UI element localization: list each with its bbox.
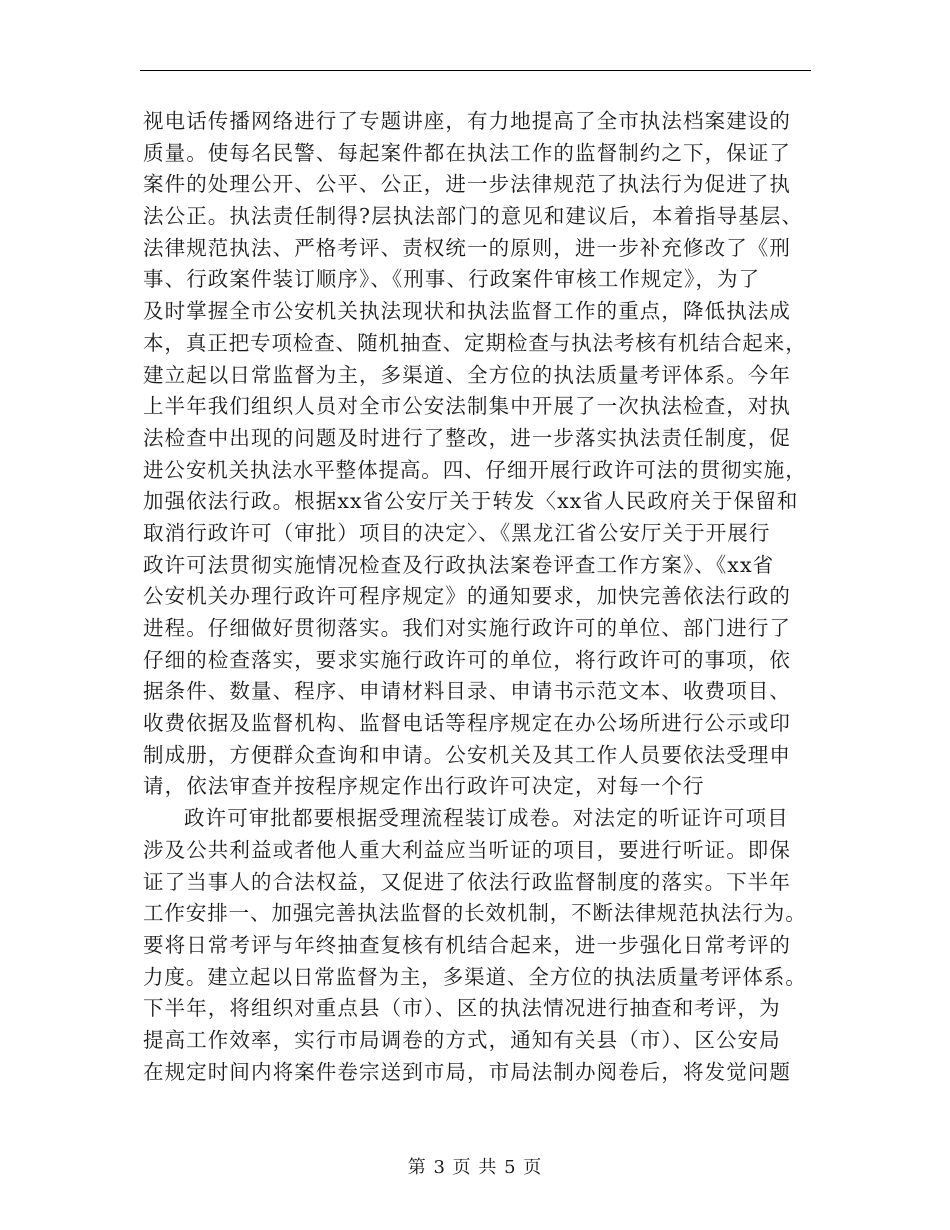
text-line: 法律规范执法、严格考评、责权统一的原则，进一步补充修改了《刑 [143,235,791,260]
text-line: 涉及公共利益或者他人重大利益应当听证的项目，要进行听证。即保 [143,837,791,862]
text-line: 力度。建立起以日常监督为主，多渠道、全方位的执法质量考评体系。 [143,964,807,989]
text-line: 事、行政案件装订顺序》、《刑事、行政案件审核工作规定》，为了 [143,267,761,292]
text-line: 政许可法贯彻实施情况检查及行政执法案卷评查工作方案》、《xx省 [143,552,775,577]
text-line: 在规定时间内将案件卷宗送到市局，市局法制办阅卷后，将发觉问题 [143,1059,791,1084]
text-line: 工作安排一、加强完善执法监督的长效机制，不断法律规范执法行为。 [143,901,807,926]
text-line: 案件的处理公开、公平、公正，进一步法律规范了执法行为促进了执 [143,172,791,197]
text-line: 据条件、数量、程序、申请材料目录、申请书示范文本、收费项目、 [143,679,791,704]
body-text [143,106,807,1088]
text-line: 进公安机关执法水平整体提高。四、仔细开展行政许可法的贯彻实施， [143,457,807,482]
text-line: 本，真正把专项检查、随机抽查、定期检查与执法考核有机结合起来， [143,330,807,355]
text-line: 视电话传播网络进行了专题讲座，有力地提高了全市执法档案建设的 [143,109,791,133]
text-line: 收费依据及监督机构、监督电话等程序规定在办公场所进行公示或印 [143,711,791,736]
text-line: 下半年，将组织对重点县（市）、区的执法情况进行抽查和考评，为 [143,996,781,1021]
text-line: 加强依法行政。根据xx省公安厅关于转发〈xx省人民政府关于保留和 [143,489,799,514]
text-line: 及时掌握全市公安机关执法现状和执法监督工作的重点，降低执法成 [143,299,791,324]
text-line: 提高工作效率，实行市局调卷的方式，通知有关县（市）、区公安局 [143,1027,781,1052]
page-number-footer: 第 3 页 共 5 页 [407,1157,543,1178]
text-line: 仔细的检查落实，要求实施行政许可的单位，将行政许可的事项，依 [143,647,791,672]
text-line: 政许可审批都要根据受理流程装订成卷。对法定的听证许可项目 [184,806,789,831]
text-line: 法检查中出现的问题及时进行了整改，进一步落实执法责任制度，促 [143,425,791,450]
text-line: 证了当事人的合法权益，又促进了依法行政监督制度的落实。下半年 [143,869,791,894]
text-line: 建立起以日常监督为主，多渠道、全方位的执法质量考评体系。今年 [143,362,791,387]
text-line: 进程。仔细做好贯彻落实。我们对实施行政许可的单位、部门进行了 [143,616,791,640]
text-line: 法公正。执法责任制得?层执法部门的意见和建议后，本着指导基层、 [143,204,804,229]
text-line: 上半年我们组织人员对全市公安法制集中开展了一次执法检查，对执 [143,394,791,419]
text-line: 要将日常考评与年终抽查复核有机结合起来，进一步强化日常考评的 [143,932,791,957]
text-line: 取消行政许可（审批）项目的决定〉、《黑龙江省公安厅关于开展行 [143,520,771,545]
text-line: 质量。使每名民警、每起案件都在执法工作的监督制约之下，保证了 [143,140,791,165]
text-line: 请，依法审查并按程序规定作出行政许可决定，对每一个行 [143,774,705,799]
text-line: 制成册，方便群众查询和申请。公安机关及其工作人员要依法受理申 [143,742,791,767]
text-line: 公安机关办理行政许可程序规定》的通知要求，加快完善依法行政的 [143,584,791,609]
header-rule [140,70,811,71]
